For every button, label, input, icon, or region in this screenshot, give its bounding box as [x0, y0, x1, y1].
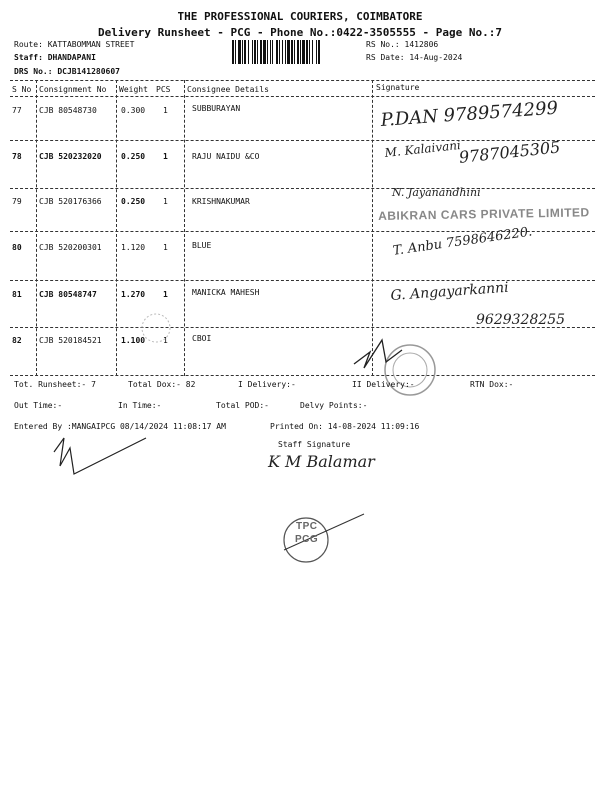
document-title: THE PROFESSIONAL COURIERS, COIMBATORE [177, 10, 423, 23]
drs-number: DRS No.: DCJB141280607 [14, 67, 120, 76]
phone-row-81: 9629328255 [476, 312, 566, 328]
signature-row-78: M. Kalaivani [384, 138, 462, 160]
table-row-consignee: KRISHNAKUMAR [192, 197, 250, 206]
table-row-pcs: 1 [163, 243, 168, 252]
col-header-sno: S No [12, 85, 32, 94]
table-row-consignee: BLUE [192, 241, 212, 250]
table-row-weight: 0.250 [121, 152, 146, 161]
document-subtitle: Delivery Runsheet - PCG - Phone No.:0422-3505555 - Page No.:7 [98, 26, 502, 39]
i-delivery: I Delivery:- [238, 380, 296, 389]
signature-row-79: N. Jayanandhini [392, 186, 481, 199]
tpc-round-stamp [278, 510, 368, 570]
staff-signature-label: Staff Signature [278, 440, 351, 449]
faint-stamp-mark [126, 308, 186, 348]
table-header-rule [10, 96, 595, 97]
out-time: Out Time:- [14, 401, 63, 410]
staff-label: Staff: DHANDAPANI [14, 53, 96, 62]
stamp-text-top: TPC [296, 521, 318, 532]
table-row-consignment: CJB 520176366 [39, 197, 102, 206]
rs-date: RS Date: 14-Aug-2024 [366, 53, 463, 62]
scribble-mark [50, 430, 150, 480]
tot-runsheet: Tot. Runsheet:- 7 [14, 380, 96, 389]
row-divider [10, 188, 595, 189]
table-row-consignee: MANICKA MAHESH [192, 288, 260, 297]
table-row-sno: 79 [12, 197, 22, 206]
signature-row-80: T. Anbu 7598646220. [392, 224, 534, 259]
in-time: In Time:- [118, 401, 162, 410]
table-row-weight: 0.250 [121, 197, 146, 206]
table-row-sno: 81 [12, 290, 22, 299]
table-row-sno: 82 [12, 336, 22, 345]
table-row-consignee: SUBBURAYAN [192, 104, 241, 113]
table-row-consignment: CJB 80548747 [39, 290, 97, 299]
printed-on: Printed On: 14-08-2024 11:09:16 [270, 422, 420, 431]
table-row-pcs: 1 [163, 152, 168, 161]
round-stamp-row-82 [352, 322, 442, 402]
delvy-points: Delvy Points:- [300, 401, 368, 410]
table-top-rule [10, 80, 595, 81]
table-row-consignee: CBOI [192, 334, 212, 343]
table-row-consignment: CJB 520232020 [39, 152, 102, 161]
table-row-sno: 80 [12, 243, 22, 252]
phone-row-78: 9787045305 [458, 137, 562, 167]
table-row-consignment: CJB 520200301 [39, 243, 102, 252]
col-divider [116, 80, 117, 376]
table-row-weight: 0.300 [121, 106, 146, 115]
rtn-dox: RTN Dox:- [470, 380, 514, 389]
signature-row-81: G. Angayarkanni [390, 279, 510, 304]
staff-signature: K M Balamar [268, 452, 375, 471]
col-divider [36, 80, 37, 376]
table-row-consignee: RAJU NAIDU &CO [192, 152, 260, 161]
col-header-consignment: Consignment No [39, 85, 107, 94]
table-row-weight: 1.120 [121, 243, 146, 252]
table-row-weight: 1.270 [121, 290, 146, 299]
table-row-weight: 1.100 [121, 336, 146, 345]
row-divider [10, 140, 595, 141]
signature-row-77: P.DAN 9789574299 [380, 97, 559, 131]
stamp-text-bottom: PCG [295, 534, 319, 545]
table-row-pcs: 1 [163, 197, 168, 206]
company-stamp: ABIKRAN CARS PRIVATE LIMITED [378, 205, 590, 223]
table-row-sno: 78 [12, 152, 22, 161]
total-pod: Total POD:- [216, 401, 269, 410]
table-bottom-rule [10, 375, 595, 376]
barcode [232, 40, 354, 64]
table-row-sno: 77 [12, 106, 22, 115]
total-dox: Total Dox:- 82 [128, 380, 196, 389]
entered-by: Entered By :MANGAIPCG 08/14/2024 11:08:17 AM [14, 422, 226, 431]
col-header-pcs: PCS [156, 85, 171, 94]
rs-number: RS No.: 1412806 [366, 40, 439, 49]
table-row-consignment: CJB 520184521 [39, 336, 102, 345]
table-row-consignment: CJB 80548730 [39, 106, 97, 115]
route-label: Route: KATTABOMMAN STREET [14, 40, 135, 49]
col-header-signature: Signature [376, 83, 420, 92]
table-row-pcs: 1 [163, 106, 168, 115]
table-row-pcs: 1 [163, 336, 168, 345]
col-header-consignee: Consignee Details [187, 85, 269, 94]
col-header-weight: Weight [119, 85, 148, 94]
table-row-pcs: 1 [163, 290, 168, 299]
ii-delivery: II Delivery:- [352, 380, 415, 389]
